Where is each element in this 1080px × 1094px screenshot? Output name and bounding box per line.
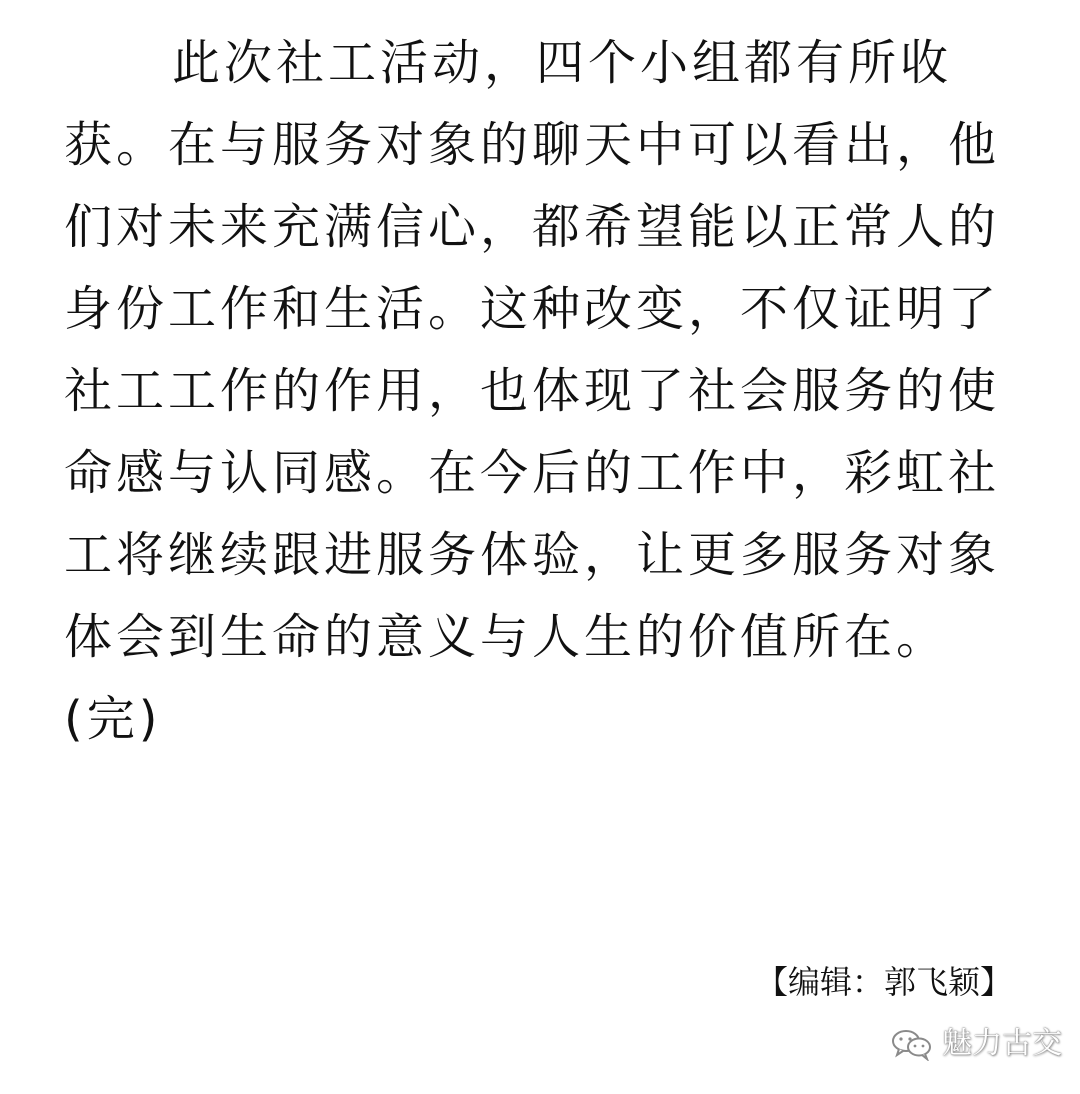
editor-credit: 【编辑：郭飞颖】 — [756, 963, 1013, 1001]
article-line-6: 命感与认同感。在今后的工作中，彩虹社 — [64, 445, 1001, 501]
article-line-4: 身份工作和生活。这种改变，不仅证明了 — [64, 281, 1001, 337]
wechat-account-name: 魅力古交 — [942, 1026, 1062, 1061]
article-line-1: 此次社工活动，四个小组都有所收 — [172, 35, 953, 91]
article-line-3: 们对未来充满信心，都希望能以正常人的 — [64, 199, 1001, 255]
wechat-icon — [890, 1027, 934, 1061]
article-body — [64, 22, 1024, 760]
article-line-2: 获。在与服务对象的聊天中可以看出，他 — [64, 117, 1001, 173]
article-line-5: 社工工作的作用，也体现了社会服务的使 — [64, 363, 1001, 419]
article-line-7: 工将继续跟进服务体验，让更多服务对象 — [64, 527, 1001, 583]
wechat-watermark — [890, 1024, 1062, 1064]
article-line-8: 体会到生命的意义与人生的价值所在。 — [64, 609, 949, 665]
article-end-mark: (完) — [64, 691, 162, 747]
